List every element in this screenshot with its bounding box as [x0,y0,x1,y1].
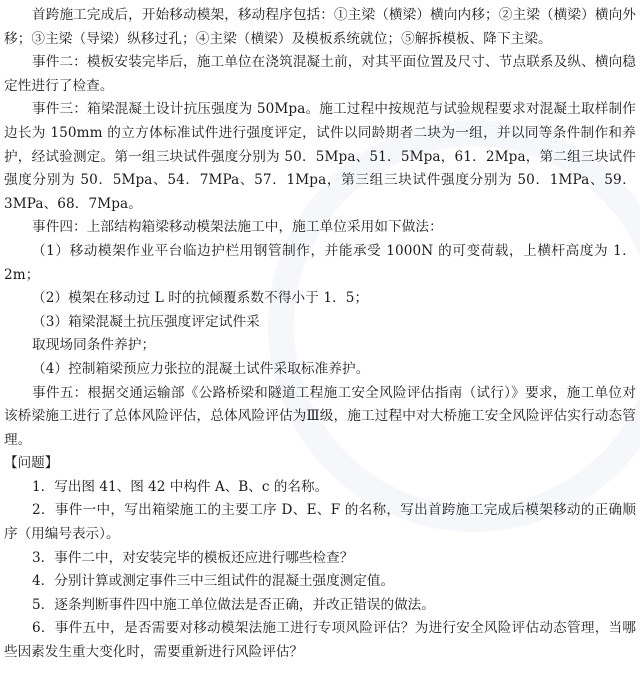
question-6: 6．事件五中，是否需要对移动模架法施工进行专项风险评估？为进行安全风险评估动态管理，当哪些因素发生重大变化时，需要重新进行风险评估？ [4,620,636,661]
event-4-item-2: （2）模架在移动过 L 时的抗倾覆系数不得小于 1．5； [32,290,369,307]
questions-heading: 【问题】 [4,455,59,472]
question-1: 1．写出图 41、图 42 中构件 A、B、c 的名称。 [32,478,329,495]
event-4-item-3: （3）箱梁混凝土抗压强度评定试件采 [32,313,260,330]
paragraph-move-sequence: 首跨施工完成后，开始移动模架，移动程序包括：①主梁（横梁）横向内移；②主梁（横梁）横向外移；③主梁（导梁）纵移过孔；④主梁（横梁）及模板系统就位；⑤解拆模板、降下主梁。 [4,7,636,47]
paragraph-event-5: 事件五：根据交通运输部《公路桥梁和隧道工程施工安全风险评估指南（试行）》要求，施工单位对该桥梁施工进行了总体风险评估，总体风险评估为Ⅲ级，施工过程中对大桥施工安全风险评估实行动态管理。 [4,384,636,448]
question-5: 5．逐条判断事件四中施工单位做法是否正确，并改正错误的做法。 [32,596,435,613]
question-4: 4．分别计算或测定事件三中三组试件的混凝土强度测定值。 [32,573,395,590]
event-4-item-3-continued: 取现场同条件养护； [32,337,156,354]
question-3: 3．事件二中，对安装完毕的模板还应进行哪些检查？ [32,549,354,566]
document-page [4,0,636,665]
event-4-item-1: （1）移动模架作业平台临边护栏用钢管制作，并能承受 1000N 的可变荷载，上横杆高度为 1．2m； [4,242,636,283]
paragraph-event-4: 事件四：上部结构箱梁移动模架法施工中，施工单位采用如下做法： [32,219,443,236]
question-2: 2．事件一中，写出箱梁施工的主要工序 D、E、F 的名称，写出首跨施工完成后模架移动的正确顺序（用编号表示）。 [4,502,636,543]
event-4-item-4: （4）控制箱梁预应力张拉的混凝土试件采取标准养护。 [32,360,370,377]
paragraph-event-2: 事件二：模板安装完毕后，施工单位在浇筑混凝土前，对其平面位置及尺寸、节点联系及纵、横向稳定性进行了检查。 [4,54,636,94]
paragraph-event-3: 事件三：箱梁混凝土设计抗压强度为 50Mpa。施工过程中按规范与试验规程要求对混凝土取样制作边长为 150mm 的立方体标准试件进行强度评定，试件以同龄期者二块为一组，并以同等条件制作和养护，经试验测定。第一组三块试件强度分别为 50．5Mpa、51．5Mpa，61．2Mpa，第二组三块试件强度分别为 50．5Mpa、54．7MPa、57．1Mpa，第三组三块试件强度分别为 50．1MPa、59．3MPa、68．7Mpa。 [4,101,636,212]
